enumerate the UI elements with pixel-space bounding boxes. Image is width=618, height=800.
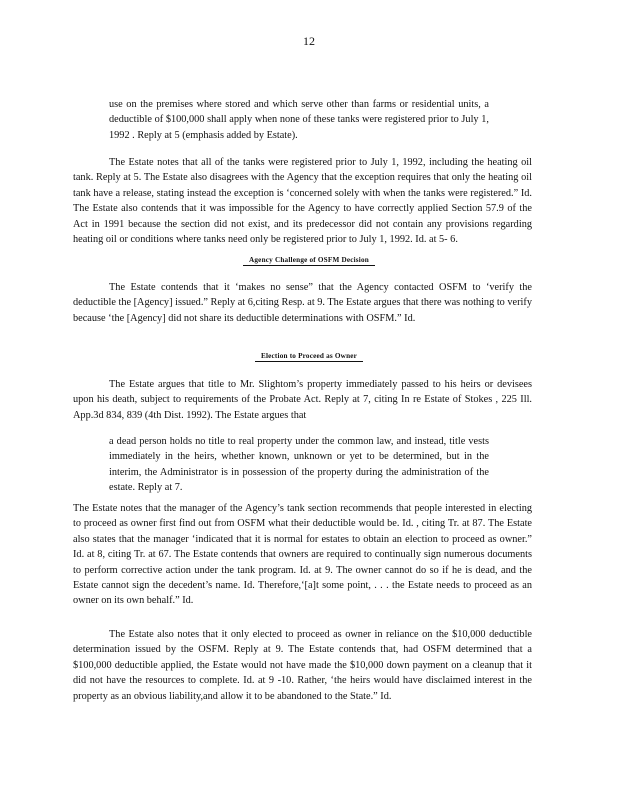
section-heading-election-to-proceed [0, 352, 618, 362]
quote-text: use on the premises where stored and which serve other than farms or residential units, a deductible of $100,000 shall apply when none of these tanks were registered prior to July 1, 1992 . Reply at 5 (emphasis added by Estate). [109, 99, 489, 141]
paragraph-agency-manager [73, 501, 532, 609]
paragraph-text: The Estate contends that it ‘makes no sense” that the Agency contacted OSFM to ‘verify the deductible the [Agency] issued.” Reply at 6,citing Resp. at 9. The Estate argues that there was nothing to verify because ‘the [Agency] did not share its deductible determinations with OSFM.” Id. [73, 282, 532, 324]
paragraph-text: The Estate notes that all of the tanks were registered prior to July 1, 1992, including the heating oil tank. Reply at 5. The Estate also disagrees with the Agency that the exception requires that only the heating oil tank have a release, stating instead the exception is ‘concerned solely with when the tanks were registered.” Id. The Estate also contends that it was impossible for the Agency to have correctly applied Section 57.9 of the Act in 1991 because the section did not exist, and its predecessor did not contain any provisions regarding heating oil or conditions where tanks need only be registered prior to July 1, 1992. Id. at 5- 6. [73, 157, 532, 246]
quote-text: a dead person holds no title to real property under the common law, and instead, title vests immediately in the heirs, whether known, unknown or yet to be determined, but in the interim, the Administrator is in possession of the property during the administration of the estate. Reply at 7. [109, 436, 489, 494]
block-quote-tank-rule [109, 97, 489, 143]
paragraph-reliance-on-deductible [73, 627, 532, 704]
heading-text: Agency Challenge of OSFM Decision [243, 256, 375, 266]
block-quote-dead-person [109, 434, 489, 496]
heading-text: Election to Proceed as Owner [255, 352, 363, 362]
paragraph-text: The Estate argues that title to Mr. Slightom’s property immediately passed to his heirs or devisees upon his death, subject to requirements of the Probate Act. Reply at 7, citing In re Estate of Stokes , 225 Ill. App.3d 834, 839 (4th Dist. 1992). The Estate argues that [73, 379, 532, 421]
paragraph-text: The Estate also notes that it only elected to proceed as owner in reliance on the $10,000 deductible determination issued by the OSFM. Reply at 9. The Estate contends that, had OSFM determined that a $100,000 deductible applied, the Estate would not have made the $10,000 down payment on a cleanup that it did not have the resources to complete. Id. at 9 -10. Rather, ‘the heirs would have disclaimed interest in the property as an obvious liability,and allow it to be abandoned to the State.” Id. [73, 629, 532, 702]
page-number: 12 [303, 34, 315, 48]
paragraph-text: The Estate notes that the manager of the Agency’s tank section recommends that people interested in electing to proceed as owner first find out from OSFM what their deductible would be. Id. , citing Tr. at 87. The Estate also states that the manager ‘indicated that it is normal for estates to obtain an election to proceed as owner.” Id. at 8, citing Tr. at 67. The Estate contends that owners are required to continually sign numerous documents to perform corrective action under the tank program. Id. at 9. The owner cannot do so if he is dead, and the Estate cannot sign the decedent’s name. Id. Therefore,‘[a]t some point, . . . the Estate needs to proceed as an owner on its own behalf.” Id. [73, 503, 532, 607]
section-heading-agency-challenge [0, 256, 618, 266]
paragraph-verify-deductible [73, 280, 532, 326]
paragraph-title-passes [73, 377, 532, 423]
paragraph-tank-registration [73, 155, 532, 247]
